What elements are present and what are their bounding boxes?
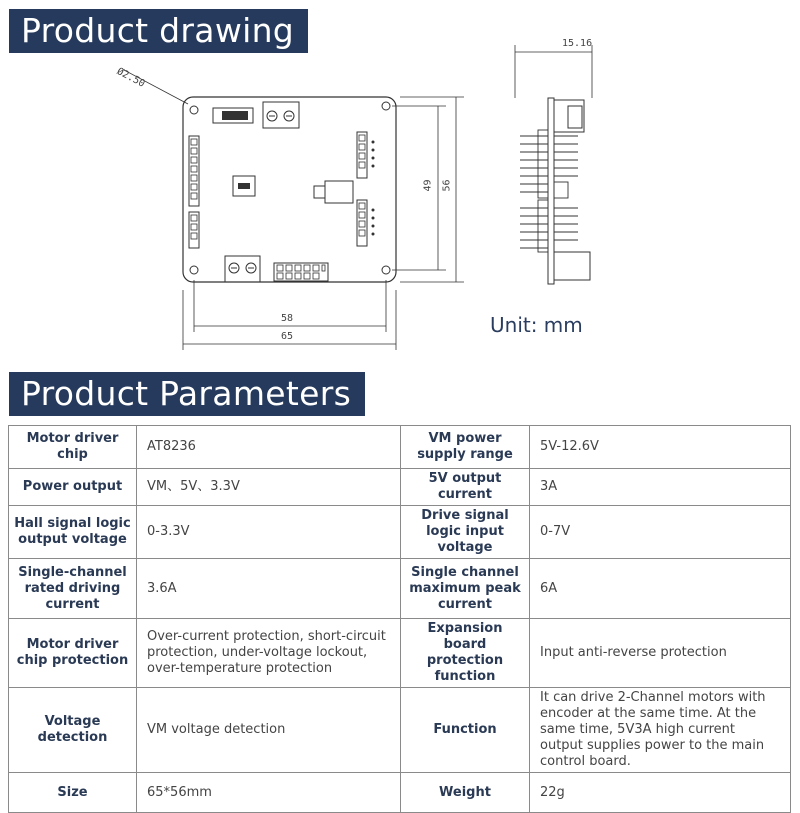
dim-width-outer: 65 xyxy=(281,331,294,342)
param-label: Size xyxy=(9,773,137,813)
dim-side-thickness: 15.16 xyxy=(562,38,593,49)
param-value: VM voltage detection xyxy=(137,688,401,773)
product-parameters-title: Product Parameters xyxy=(9,372,365,416)
param-label: Expansion board protection function xyxy=(401,619,530,688)
table-row xyxy=(9,426,791,469)
parameters-table xyxy=(8,425,791,813)
param-value: Input anti-reverse protection xyxy=(530,619,791,688)
middle-connector xyxy=(325,181,353,203)
mounting-hole xyxy=(190,266,198,274)
table-row xyxy=(9,688,791,773)
param-value: 0-7V xyxy=(530,506,791,559)
mounting-hole xyxy=(190,106,198,114)
param-value: 3A xyxy=(530,469,791,506)
param-value: 6A xyxy=(530,559,791,619)
table-row xyxy=(9,559,791,619)
board-outline xyxy=(183,97,396,282)
product-drawing-title: Product drawing xyxy=(9,9,308,53)
side-view xyxy=(515,45,592,284)
mounting-hole xyxy=(382,102,390,110)
left-header xyxy=(189,136,199,248)
dim-height-outer: 56 xyxy=(441,179,453,192)
param-label: Single channel maximum peak current xyxy=(401,559,530,619)
terminal-bottom xyxy=(225,256,260,282)
param-label: VM power supply range xyxy=(401,426,530,469)
param-label: Motor driver chip xyxy=(9,426,137,469)
param-label: Power output xyxy=(9,469,137,506)
param-value: 5V-12.6V xyxy=(530,426,791,469)
dim-height-inner: 49 xyxy=(422,179,434,192)
param-value: AT8236 xyxy=(137,426,401,469)
param-value: 65*56mm xyxy=(137,773,401,813)
param-value: It can drive 2-Channel motors with encoder at the same time. At the same time, 5V3A high current output supplies power to the main control board. xyxy=(530,688,791,773)
dim-width-inner: 58 xyxy=(281,313,294,324)
param-label: Hall signal logic output voltage xyxy=(9,506,137,559)
bottom-header xyxy=(274,263,328,281)
table-row xyxy=(9,506,791,559)
param-label: Single-channel rated driving current xyxy=(9,559,137,619)
param-label: Function xyxy=(401,688,530,773)
table-row xyxy=(9,773,791,813)
param-value: VM、5V、3.3V xyxy=(137,469,401,506)
table-row xyxy=(9,469,791,506)
param-label: 5V output current xyxy=(401,469,530,506)
param-value: 22g xyxy=(530,773,791,813)
param-label: Weight xyxy=(401,773,530,813)
table-row xyxy=(9,619,791,688)
param-label: Drive signal logic input voltage xyxy=(401,506,530,559)
param-label: Motor driver chip protection xyxy=(9,619,137,688)
unit-label: Unit: mm xyxy=(490,313,583,337)
mounting-hole xyxy=(382,266,390,274)
param-value: 3.6A xyxy=(137,559,401,619)
param-label: Voltage detection xyxy=(9,688,137,773)
hole-diameter-label: Ø2.50 xyxy=(114,66,147,90)
right-header xyxy=(357,132,375,246)
param-value: Over-current protection, short-circuit protection, under-voltage lockout, over-temperature protection xyxy=(137,619,401,688)
product-drawing xyxy=(0,0,800,360)
param-value: 0-3.3V xyxy=(137,506,401,559)
